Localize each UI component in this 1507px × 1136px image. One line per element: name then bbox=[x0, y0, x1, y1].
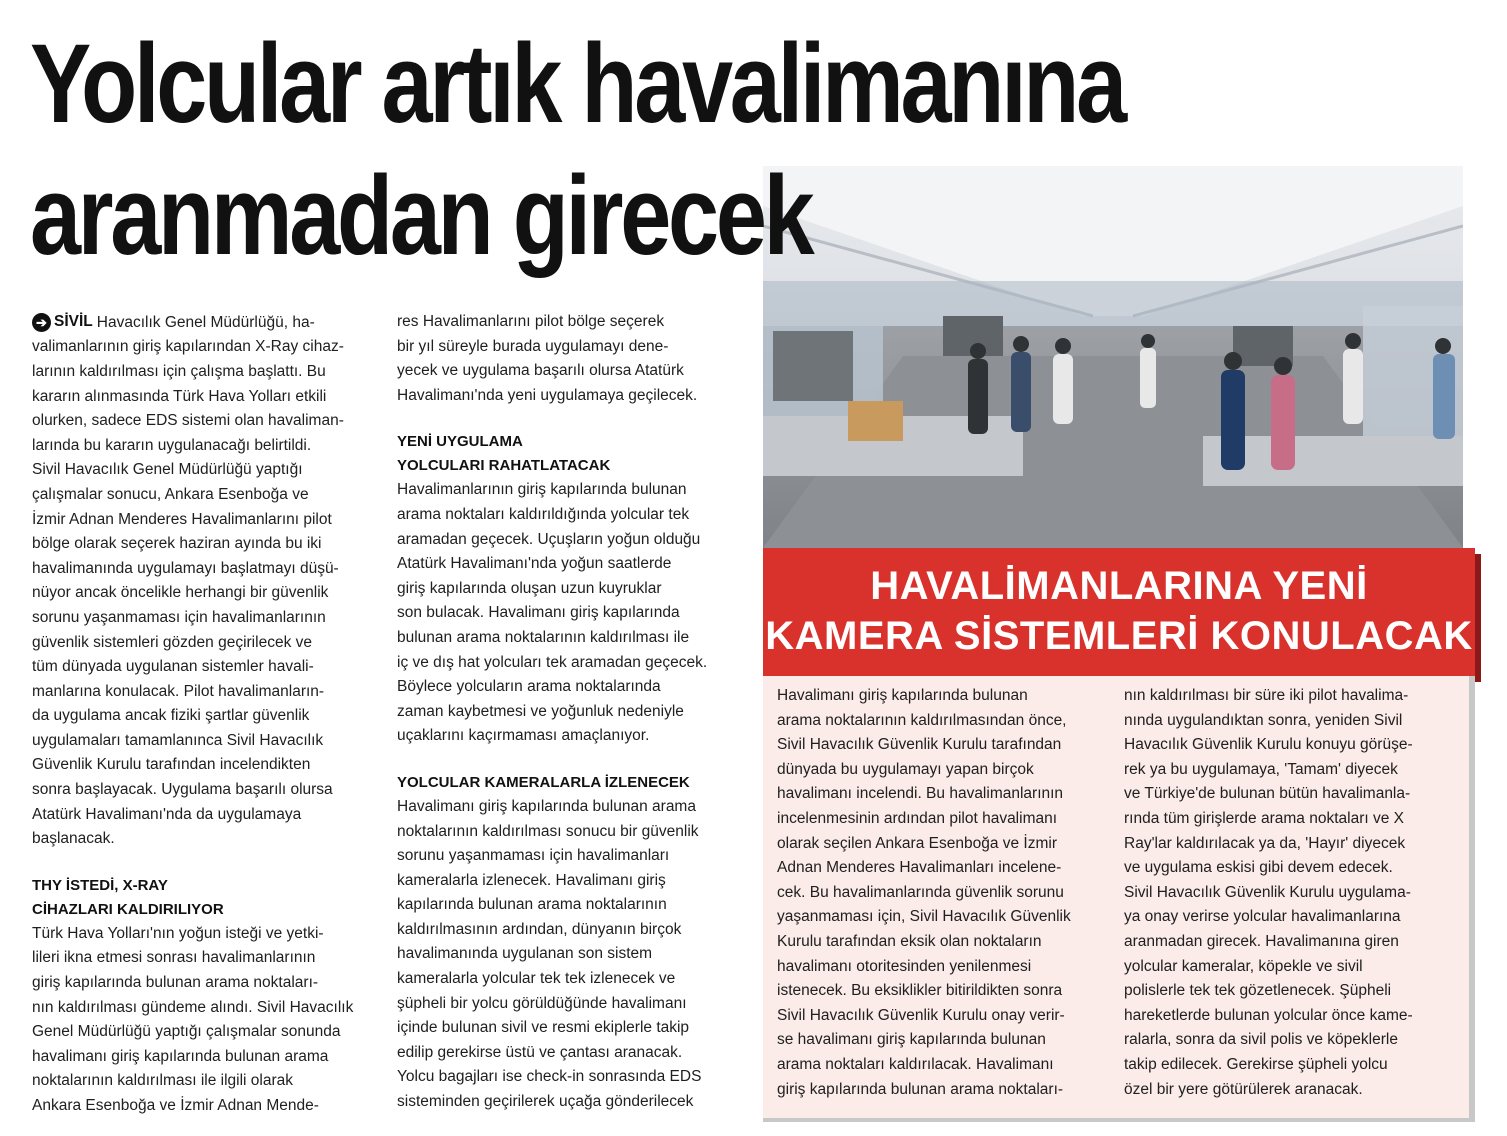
col1-line: İzmir Adnan Menderes Havalimanlarını pilot bbox=[32, 510, 332, 528]
col4-line: özel bir yere götürülerek aranacak. bbox=[1124, 1080, 1363, 1098]
col1-line: havalimanında uygulamayı başlatmayı düşü- bbox=[32, 559, 339, 577]
col1-line: Havacılık Genel Müdürlüğü, ha- bbox=[96, 313, 315, 331]
col1-line: çalışmalar sonucu, Ankara Esenboğa ve bbox=[32, 485, 309, 503]
col2-line: bir yıl süreyle burada uygulamayı dene- bbox=[397, 337, 669, 355]
col3-line: arama noktaları kaldırılacak. Havalimanı bbox=[777, 1055, 1054, 1073]
col4-line: ve Türkiye'de bulunan bütün havalimanla- bbox=[1124, 785, 1411, 803]
col1-line: başlanacak. bbox=[32, 830, 115, 848]
col2-line: sisteminden geçirilerek uçağa gönderilecek bbox=[397, 1093, 694, 1111]
col2-line: noktalarının kaldırılması sonucu bir güvenlik bbox=[397, 822, 699, 840]
col1-line: uygulamaları tamamlanınca Sivil Havacılık bbox=[32, 731, 324, 749]
col4-line: Sivil Havacılık Güvenlik Kurulu uygulama- bbox=[1124, 883, 1411, 901]
col2-line: sorunu yaşanmaması için havalimanları bbox=[397, 847, 670, 865]
col2-line: Havalimanı giriş kapılarında bulunan arama bbox=[397, 797, 696, 815]
col1-line: larının kaldırılması için çalışma başlattı. Bu bbox=[32, 362, 326, 380]
col1-line: bölge olarak seçerek haziran ayında bu iki bbox=[32, 535, 322, 553]
col3-line: incelenmesinin ardından pilot havalimanı bbox=[777, 809, 1058, 827]
col1-line: Ankara Esenboğa ve İzmir Adnan Mende- bbox=[32, 1097, 319, 1115]
col4-line: Ray'lar kaldırılacak ya da, 'Hayır' diyecek bbox=[1124, 834, 1406, 852]
subheading-kameralar: YOLCULAR KAMERALARLA İZLENECEK bbox=[397, 773, 690, 791]
col3-line: istenecek. Bu eksiklikler bitirildikten sonra bbox=[777, 982, 1063, 1000]
col1-line: Güvenlik Kurulu tarafından incelendikten bbox=[32, 756, 311, 774]
box-column-1 bbox=[777, 684, 1104, 1102]
col4-line: rında tüm girişlerde arama noktaları ve X bbox=[1124, 809, 1404, 827]
kicker bbox=[32, 310, 93, 335]
col2-line: yecek ve uygulama başarılı olursa Atatürk bbox=[397, 362, 684, 380]
col2-line: aramadan geçecek. Uçuşların yoğun olduğu bbox=[397, 530, 701, 548]
col3-line: yaşanmaması için, Sivil Havacılık Güvenlik bbox=[777, 908, 1071, 926]
col1-line: sorunu yaşanmaması için havalimanlarının bbox=[32, 608, 326, 626]
col4-line: takip edilecek. Gerekirse şüpheli yolcu bbox=[1124, 1055, 1388, 1073]
col4-line: hareketlerde bulunan yolcular önce kame- bbox=[1124, 1006, 1413, 1024]
subheading-yeni-uygulama: YENİ UYGULAMA bbox=[397, 433, 523, 451]
col1-line: Sivil Havacılık Genel Müdürlüğü yaptığı bbox=[32, 461, 303, 479]
article-column-2 bbox=[397, 310, 737, 1115]
col3-line: Havalimanı giriş kapılarında bulunan bbox=[777, 687, 1028, 704]
col4-line: rek ya bu uygulamaya, 'Tamam' diyecek bbox=[1124, 760, 1398, 778]
col2-line: kaldırılmasının ardından, dünyanın birçok bbox=[397, 920, 682, 938]
kicker-label: SİVİL bbox=[54, 313, 93, 330]
col3-line: se havalimanı giriş kapılarında bulunan bbox=[777, 1031, 1046, 1049]
col3-line: giriş kapılarında bulunan arama noktaları- bbox=[777, 1080, 1064, 1098]
col1-line: manlarına konulacak. Pilot havalimanların- bbox=[32, 682, 325, 700]
col2-line: havalimanında uygulanan son sistem bbox=[397, 945, 653, 963]
col1-line: da uygulama ancak fiziki şartlar güvenlik bbox=[32, 707, 310, 725]
col3-line: olarak seçilen Ankara Esenboğa ve İzmir bbox=[777, 834, 1058, 852]
col1-line: larında bu kararın uygulanacağı belirtildi. bbox=[32, 436, 312, 454]
col3-line: Sivil Havacılık Güvenlik Kurulu tarafından bbox=[777, 736, 1062, 754]
col2-line: res Havalimanlarını pilot bölge seçerek bbox=[397, 313, 665, 330]
col1-body bbox=[32, 335, 377, 851]
col3-line: arama noktalarının kaldırılmasından önce, bbox=[777, 711, 1067, 729]
col1-first-line bbox=[32, 310, 377, 335]
col4-line: aranmadan girecek. Havalimanına giren bbox=[1124, 932, 1399, 950]
col2-line: arama noktaları kaldırıldığında yolcular tek bbox=[397, 505, 690, 523]
col2-line: edilip gerekirse üstü ve çantası aranacak. bbox=[397, 1043, 683, 1061]
sidebar-banner bbox=[763, 548, 1475, 676]
subheading-thy: THY İSTEDİ, X-RAY bbox=[32, 876, 168, 894]
col2-line: kameralarla izlenecek. Havalimanı giriş bbox=[397, 871, 666, 889]
col1-line: valimanlarının giriş kapılarından X-Ray cihaz- bbox=[32, 338, 344, 356]
col1-line: nüyor ancak öncelikle herhangi bir güvenlik bbox=[32, 584, 329, 602]
col1-line: giriş kapılarında bulunan arama noktaları- bbox=[32, 974, 319, 992]
col3-line: Adnan Menderes Havalimanları incelene- bbox=[777, 859, 1062, 877]
col4-line: ya onay verirse yolcular havalimanlarına bbox=[1124, 908, 1401, 926]
col4-line: ve uygulama eskisi gibi devem edecek. bbox=[1124, 859, 1393, 877]
col1-line: nın kaldırılması gündeme alındı. Sivil Havacılık bbox=[32, 998, 354, 1016]
col1-line: Genel Müdürlüğü yaptığı çalışmalar sonunda bbox=[32, 1023, 341, 1041]
col1-line: noktalarının kaldırılması ile ilgili olarak bbox=[32, 1072, 294, 1090]
col1-line: sonra başlayacak. Uygulama başarılı olursa bbox=[32, 781, 333, 799]
col3-line: cek. Bu havalimanlarında güvenlik sorunu bbox=[777, 883, 1064, 901]
col2-line: kapılarında bulunan arama noktalarının bbox=[397, 896, 667, 914]
col2-line: kameralarla yolcular tek tek izlenecek ve bbox=[397, 970, 676, 988]
col2-line: uçaklarını kaçırmaması amaçlanıyor. bbox=[397, 727, 650, 745]
col4-line: ralarla, sonra da sivil polis ve köpeklerle bbox=[1124, 1031, 1398, 1049]
col2-line: son bulacak. Havalimanı giriş kapılarında bbox=[397, 604, 680, 622]
banner-title-line-2: KAMERA SİSTEMLERİ KONULACAK bbox=[765, 614, 1473, 658]
col1-body-2 bbox=[32, 922, 377, 1119]
subheading-thy: CİHAZLARI KALDIRILIYOR bbox=[32, 900, 224, 918]
box-column-2 bbox=[1124, 684, 1451, 1102]
col1-line: Türk Hava Yolları'nın yoğun isteği ve yetki- bbox=[32, 924, 324, 942]
col4-line: polislerle tek tek gözetlenecek. Şüpheli bbox=[1124, 982, 1392, 1000]
col3-line: dünyada bu uygulamayı yapan birçok bbox=[777, 760, 1034, 778]
col2-line: Böylece yolcuların arama noktalarında bbox=[397, 678, 661, 696]
col3-line: havalimanı otoritesinden yenilenmesi bbox=[777, 957, 1032, 975]
col1-line: olurken, sadece EDS sistemi olan havaliman- bbox=[32, 412, 344, 430]
col1-line: havalimanı giriş kapılarında bulunan arama bbox=[32, 1047, 329, 1065]
col2-line: Havalimanlarının giriş kapılarında bulunan bbox=[397, 481, 687, 499]
col2-line: bulunan arama noktalarının kaldırılması ile bbox=[397, 628, 690, 646]
col2-line: şüpheli bir yolcu görüldüğünde havalimanı bbox=[397, 994, 687, 1012]
subheading-yeni-uygulama: YOLCULARI RAHATLATACAK bbox=[397, 457, 611, 475]
col4-line: nın kaldırılması bir süre iki pilot havalima- bbox=[1124, 687, 1409, 704]
col1-line: kararın alınmasında Türk Hava Yolları etkili bbox=[32, 387, 327, 405]
col2-line: içinde bulunan sivil ve resmi ekiplerle takip bbox=[397, 1019, 690, 1037]
col3-line: Sivil Havacılık Güvenlik Kurulu onay verir- bbox=[777, 1006, 1065, 1024]
col1-line: tüm dünyada uygulanan sistemler havali- bbox=[32, 658, 314, 676]
col3-line: Kurulu tarafından eksik olan noktaların bbox=[777, 932, 1042, 950]
col4-line: nında uygulandıktan sonra, yeniden Sivil bbox=[1124, 711, 1403, 729]
col2-line: Yolcu bagajları ise check-in sonrasında EDS bbox=[397, 1068, 702, 1086]
col1-line: Atatürk Havalimanı'nda da uygulamaya bbox=[32, 805, 302, 823]
col2-line: iç ve dış hat yolcuları tek aramadan geçecek. bbox=[397, 653, 708, 671]
col1-line: güvenlik sistemleri gözden geçirilecek ve bbox=[32, 633, 312, 651]
col3-line: havalimanı incelendi. Bu havalimanlarının bbox=[777, 785, 1064, 803]
col4-line: yolcular kameralar, köpekle ve sivil bbox=[1124, 957, 1363, 975]
col2-line: zaman kaybetmesi ve yoğunluk nedeniyle bbox=[397, 702, 684, 720]
col1-line: lileri ikna etmesi sonrası havalimanlarının bbox=[32, 949, 316, 967]
arrow-circle-icon: ➔ bbox=[32, 313, 51, 332]
airport-security-photo bbox=[763, 166, 1463, 548]
headline-line-2: aranmadan girecek bbox=[30, 153, 812, 278]
headline-line-1: Yolcular artık havalimanına bbox=[30, 21, 1124, 146]
col4-line: Havacılık Güvenlik Kurulu konuyu görüşe- bbox=[1124, 736, 1413, 754]
col2-line: Havalimanı'nda yeni uygulamaya geçilecek. bbox=[397, 386, 698, 404]
col2-line: Atatürk Havalimanı'nda yoğun saatlerde bbox=[397, 555, 672, 573]
banner-title-line-1: HAVALİMANLARINA YENİ bbox=[870, 564, 1368, 608]
article-column-1 bbox=[32, 310, 377, 1119]
col2-line: giriş kapılarında oluşan uzun kuyruklar bbox=[397, 579, 662, 597]
